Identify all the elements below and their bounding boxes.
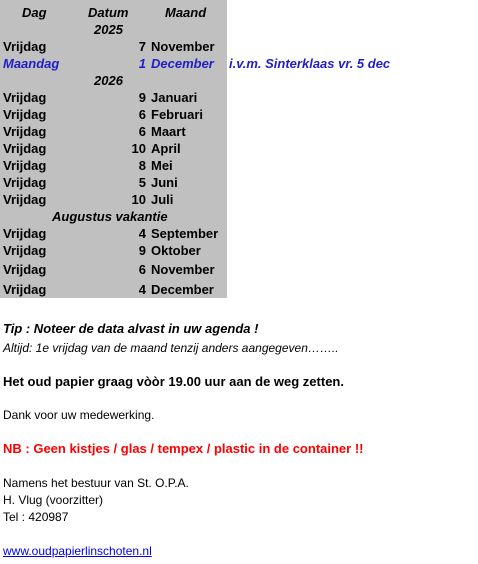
website-link[interactable]: www.oudpapierlinschoten.nl bbox=[3, 544, 152, 558]
row-day: Maandag bbox=[3, 56, 60, 71]
row-month: September bbox=[151, 226, 219, 241]
row-date: 9 bbox=[138, 90, 146, 105]
vakantie-label: Augustus vakantie bbox=[52, 209, 168, 224]
year-2025-row bbox=[0, 21, 478, 38]
altijd-text: Altijd: 1e vrijdag van de maand tenzij anders aangegeven…….. bbox=[3, 341, 339, 355]
row-month: Oktober bbox=[151, 243, 201, 258]
row-date: 8 bbox=[138, 158, 146, 173]
row-month: Juli bbox=[151, 192, 174, 207]
row-date: 1 bbox=[138, 56, 146, 71]
row-month: Februari bbox=[151, 107, 204, 122]
row-month: Maart bbox=[151, 124, 186, 139]
header-maand: Maand bbox=[165, 5, 207, 20]
row-month: December bbox=[151, 282, 214, 297]
vakantie-row bbox=[0, 208, 478, 225]
row-date: 6 bbox=[138, 262, 146, 277]
row-day: Vrijdag bbox=[3, 107, 47, 122]
row-day: Vrijdag bbox=[3, 175, 47, 190]
header-dag: Dag bbox=[22, 5, 47, 20]
table-row bbox=[0, 140, 478, 157]
row-day: Vrijdag bbox=[3, 282, 47, 297]
namens-text: Namens het bestuur van St. O.P.A. bbox=[3, 476, 189, 490]
row-day: Vrijdag bbox=[3, 141, 47, 156]
row-date: 10 bbox=[131, 192, 146, 207]
row-month: April bbox=[151, 141, 181, 156]
row-month: Juni bbox=[151, 175, 178, 190]
row-day: Vrijdag bbox=[3, 158, 47, 173]
row-date: 9 bbox=[138, 243, 146, 258]
row-day: Vrijdag bbox=[3, 192, 47, 207]
row-date: 5 bbox=[138, 175, 146, 190]
table-row bbox=[0, 191, 478, 208]
row-date: 6 bbox=[138, 124, 146, 139]
header-datum: Datum bbox=[88, 5, 129, 20]
row-date: 10 bbox=[131, 141, 146, 156]
row-day: Vrijdag bbox=[3, 39, 47, 54]
row-month: Mei bbox=[151, 158, 173, 173]
row-day: Vrijdag bbox=[3, 262, 47, 277]
row-month: November bbox=[151, 39, 215, 54]
row-day: Vrijdag bbox=[3, 243, 47, 258]
tel-text: Tel : 420987 bbox=[3, 510, 69, 524]
row-date: 4 bbox=[138, 282, 146, 297]
row-month: November bbox=[151, 262, 215, 277]
table-row bbox=[0, 38, 478, 55]
row-day: Vrijdag bbox=[3, 90, 47, 105]
papier-text: Het oud papier graag vòòr 19.00 uur aan de weg zetten. bbox=[3, 374, 344, 389]
row-day: Vrijdag bbox=[3, 124, 47, 139]
table-row bbox=[0, 261, 478, 278]
row-date: 6 bbox=[138, 107, 146, 122]
dank-text: Dank voor uw medewerking. bbox=[3, 408, 155, 422]
tip-text: Tip : Noteer de data alvast in uw agenda ! bbox=[3, 321, 259, 336]
row-day: Vrijdag bbox=[3, 226, 47, 241]
table-header bbox=[0, 4, 478, 21]
year-2025: 2025 bbox=[94, 22, 123, 37]
table-row bbox=[0, 157, 478, 174]
voorzitter-text: H. Vlug (voorzitter) bbox=[3, 493, 104, 507]
table-row bbox=[0, 89, 478, 106]
table-row bbox=[0, 106, 478, 123]
row-month: December bbox=[151, 56, 214, 71]
table-row bbox=[0, 242, 478, 259]
year-2026: 2026 bbox=[94, 73, 123, 88]
nb-warning: NB : Geen kistjes / glas / tempex / plastic in de container !! bbox=[3, 441, 364, 456]
table-row bbox=[0, 174, 478, 191]
table-row bbox=[0, 281, 478, 298]
year-2026-row bbox=[0, 72, 478, 89]
row-month: Januari bbox=[151, 90, 198, 105]
table-row bbox=[0, 123, 478, 140]
table-row bbox=[0, 225, 478, 242]
row-date: 7 bbox=[138, 39, 146, 54]
row-date: 4 bbox=[138, 226, 146, 241]
row-note: i.v.m. Sinterklaas vr. 5 dec bbox=[229, 56, 391, 71]
table-row-highlight bbox=[0, 55, 478, 72]
